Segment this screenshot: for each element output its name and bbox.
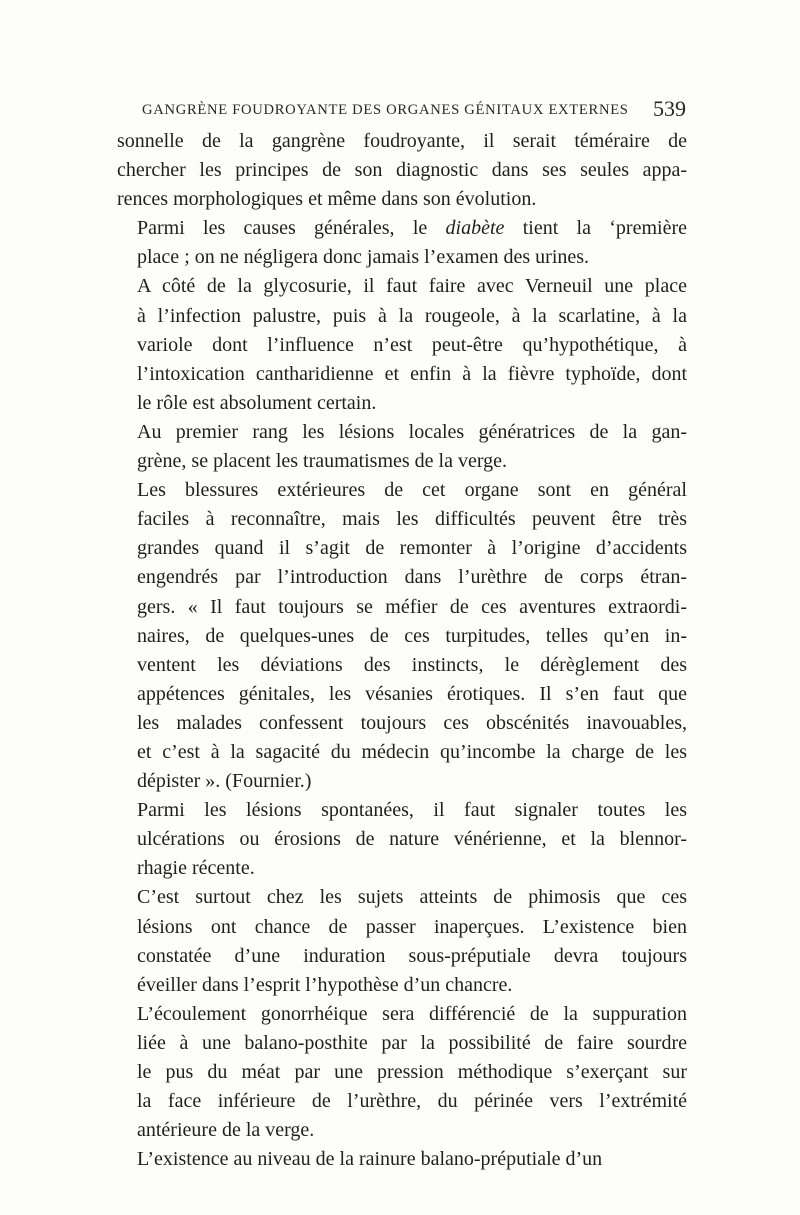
text-segment: tient la ‘première (504, 217, 687, 240)
text-line: L’écoulement gonorrhéique sera différencié de la suppuration (137, 1002, 687, 1025)
text-line: lésions ont chance de passer inaperçues. L’existence bien (137, 915, 687, 938)
text-line: antérieure de la verge. (137, 1119, 315, 1142)
paragraph (117, 127, 687, 214)
text-line: appétences génitales, les vésanies érotiques. Il s’en faut que (137, 682, 687, 705)
text-line: faciles à reconnaître, mais les difficultés peuvent être très (137, 508, 687, 531)
paragraph (117, 1000, 687, 1145)
text-line: constatée d’une induration sous-préputiale devra toujours (137, 944, 687, 967)
paragraph (117, 214, 687, 272)
text-line: rences morphologiques et même dans son évolution. (117, 188, 537, 211)
text-line: rhagie récente. (137, 857, 255, 880)
paragraph (117, 272, 687, 417)
text-segment: Parmi les causes générales, le (137, 217, 446, 240)
text-line: sonnelle de la gangrène foudroyante, il serait téméraire de (117, 130, 687, 152)
paragraph (117, 883, 687, 999)
text-line: ulcérations ou érosions de nature vénérienne, et la blennor- (137, 828, 687, 851)
text-line: naires, de quelques-unes de ces turpitudes, telles qu’en in- (137, 624, 687, 647)
text-line: Les blessures extérieures de cet organe sont en général (137, 479, 687, 502)
text-line: L’existence au niveau de la rainure balano-préputiale d’un (137, 1148, 603, 1171)
text-line: gers. « Il faut toujours se méfier de ces aventures extraordi- (137, 595, 687, 618)
text-line: grandes quand il s’agit de remonter à l’origine d’accidents (137, 537, 687, 560)
text-line: Parmi les lésions spontanées, il faut signaler toutes les (137, 799, 687, 822)
text-line: les malades confessent toujours ces obscénités inavouables, (137, 711, 687, 734)
paragraph (117, 796, 687, 883)
text-line: grène, se placent les traumatismes de la verge. (137, 450, 508, 473)
text-line: le rôle est absolument certain. (137, 391, 377, 414)
italic-term: diabète (445, 217, 505, 240)
text-line: Au premier rang les lésions locales génératrices de la gan- (137, 420, 687, 443)
text-line: et c’est à la sagacité du médecin qu’incombe la charge de les (137, 740, 687, 763)
text-line: A côté de la glycosurie, il faut faire avec Verneuil une place (137, 275, 687, 298)
text-line (117, 214, 687, 243)
running-head (118, 96, 686, 124)
text-line: dépister ». (Fournier.) (137, 770, 312, 793)
text-line: la face inférieure de l’urèthre, du périnée vers l’extrémité (137, 1090, 687, 1113)
text-line: à l’infection palustre, puis à la rougeole, à la scarlatine, à la (137, 304, 687, 327)
text-line: le pus du méat par une pression méthodique s’exerçant sur (137, 1061, 687, 1083)
text-line (117, 243, 687, 272)
text-segment: place ; on ne négligera donc jamais l’examen des urines. (137, 246, 590, 269)
running-title: GANGRÈNE FOUDROYANTE DES ORGANES GÉNITAUX EXTERNES (142, 102, 629, 118)
page-number: 539 (653, 96, 686, 121)
text-line: chercher les principes de son diagnostic dans ses seules appa- (117, 159, 687, 182)
paragraph (117, 418, 687, 476)
text-line: l’intoxication cantharidienne et enfin à la fièvre typhoïde, dont (137, 362, 687, 385)
text-line: C’est surtout chez les sujets atteints de phimosis que ces (137, 886, 687, 909)
text-line: variole dont l’influence n’est peut-être qu’hypothétique, à (137, 333, 687, 356)
body-text (117, 127, 687, 1174)
text-line: éveiller dans l’esprit l’hypothèse d’un chancre. (137, 973, 513, 996)
paragraph (117, 476, 687, 796)
text-line: ventent les déviations des instincts, le dérèglement des (137, 653, 687, 676)
text-line: engendrés par l’introduction dans l’urèthre de corps étran- (137, 566, 687, 589)
paragraph (117, 1145, 687, 1174)
text-line: liée à une balano-posthite par la possibilité de faire sourdre (137, 1031, 687, 1054)
